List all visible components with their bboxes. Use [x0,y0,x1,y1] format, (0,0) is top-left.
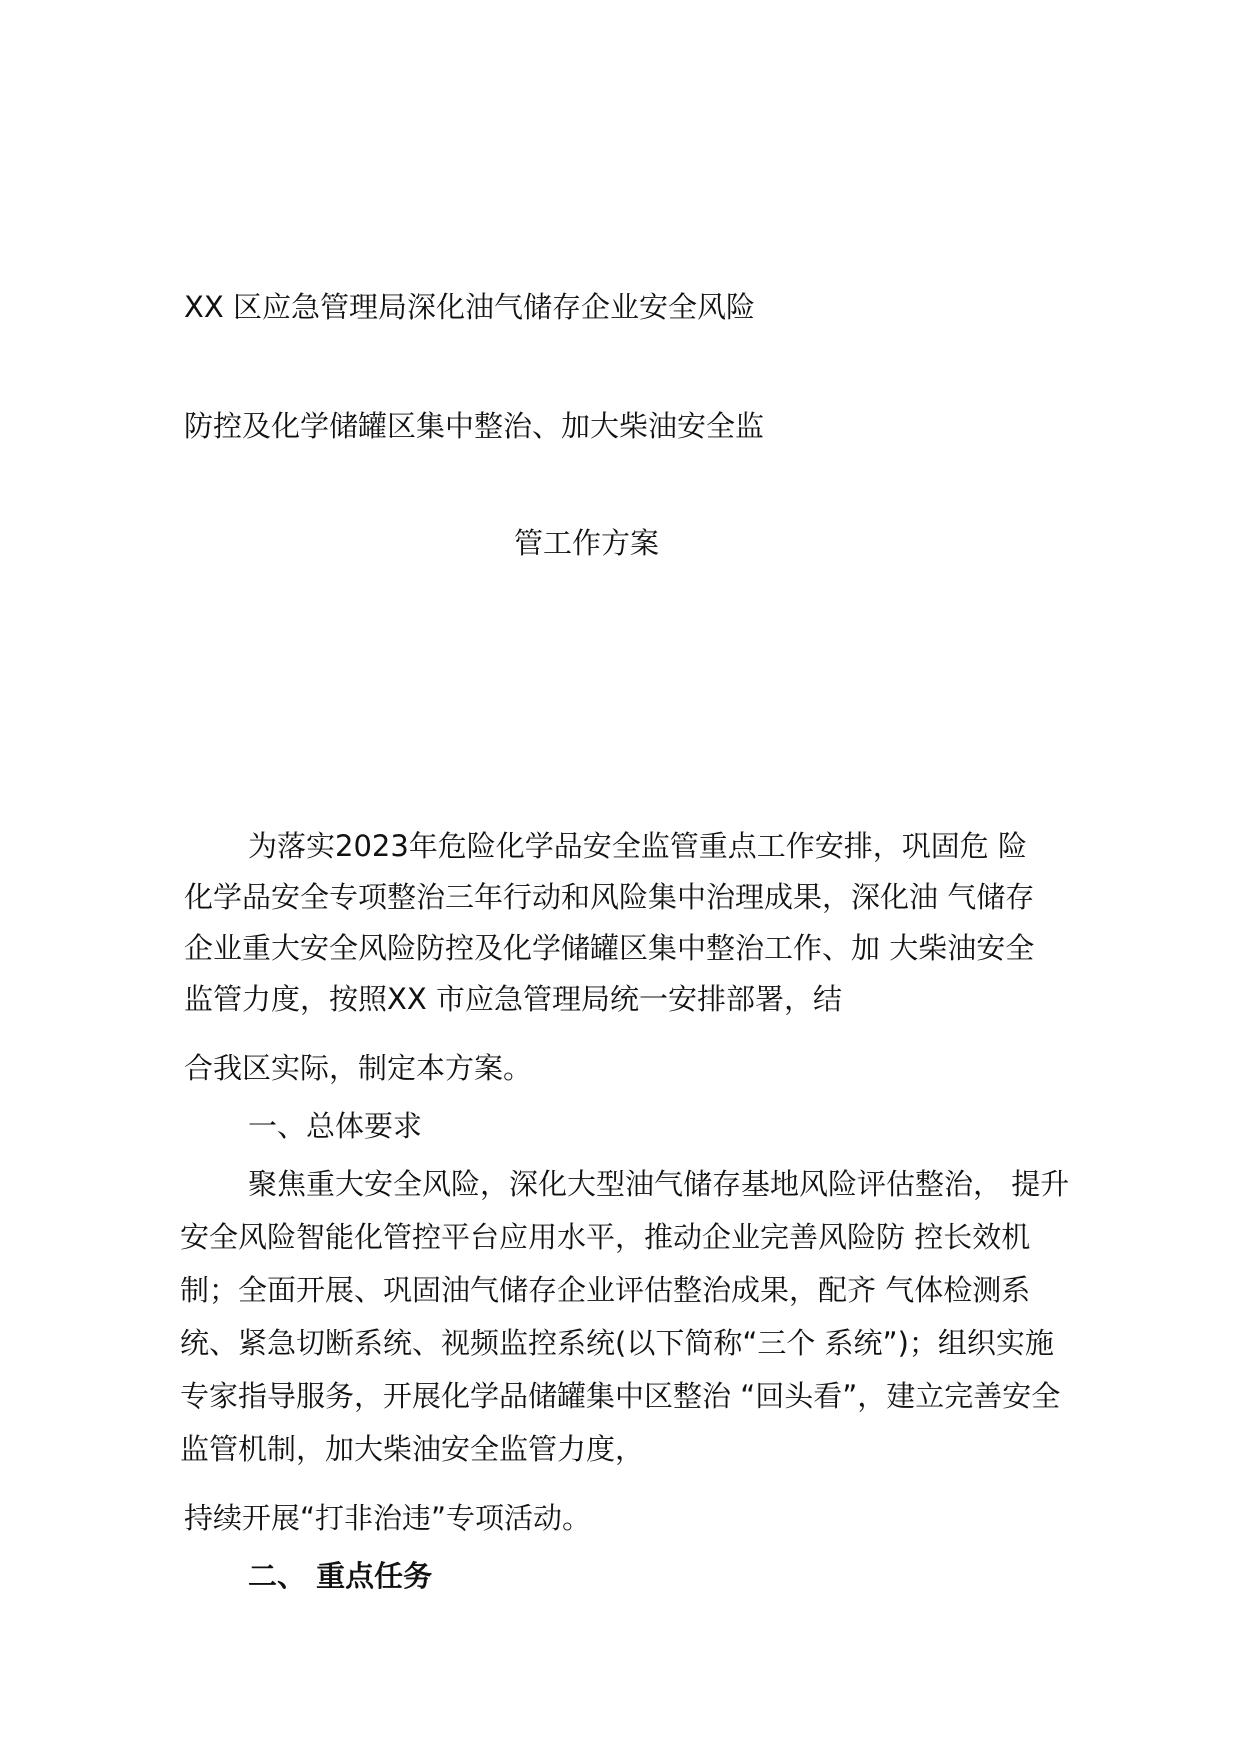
section1-paragraph-line-6: 监管机制，加大柴油安全监管力度， [180,1432,645,1466]
section1-paragraph-line-4: 统、紧急切断系统、视频监控系统(以下简称“三个 系统”)；组织实施 [180,1326,1054,1360]
intro-paragraph-line-2: 化学品安全专项整治三年行动和风险集中治理成果，深化油 气储存 [184,880,1035,914]
document-title-line-2: 防控及化学储罐区集中整治、加大柴油安全监 [184,409,765,443]
intro-paragraph-line-1: 为落实2023年危险化学品安全监管重点工作安排，巩固危 险 [248,829,1028,863]
document-title-line-1: XX 区应急管理局深化油气储存企业安全风险 [184,290,755,324]
intro-paragraph-line-5: 合我区实际，制定本方案。 [184,1051,533,1085]
section1-paragraph-line-2: 安全风险智能化管控平台应用水平，推动企业完善风险防 控长效机 [180,1220,1031,1254]
section-heading-general-requirements: 一、总体要求 [248,1109,423,1143]
section1-paragraph-line-5: 专家指导服务，开展化学品储罐集中区整治 “回头看”，建立完善安全 [180,1379,1061,1413]
intro-paragraph-line-4: 监管力度，按照XX 市应急管理局统一安排部署，结 [184,982,842,1016]
section1-paragraph-line-3: 制；全面开展、巩固油气储存企业评估整治成果，配齐 气体检测系 [180,1273,1031,1307]
intro-paragraph-line-3: 企业重大安全风险防控及化学储罐区集中整治工作、加 大柴油安全 [184,931,1035,965]
section-heading-key-tasks: 二、 重点任务 [248,1559,433,1593]
section1-paragraph-line-7: 持续开展“打非治违”专项活动。 [184,1501,592,1535]
section1-paragraph-line-1: 聚焦重大安全风险，深化大型油气储存基地风险评估整治， 提升 [248,1167,1070,1201]
document-title-line-3: 管工作方案 [514,526,660,560]
